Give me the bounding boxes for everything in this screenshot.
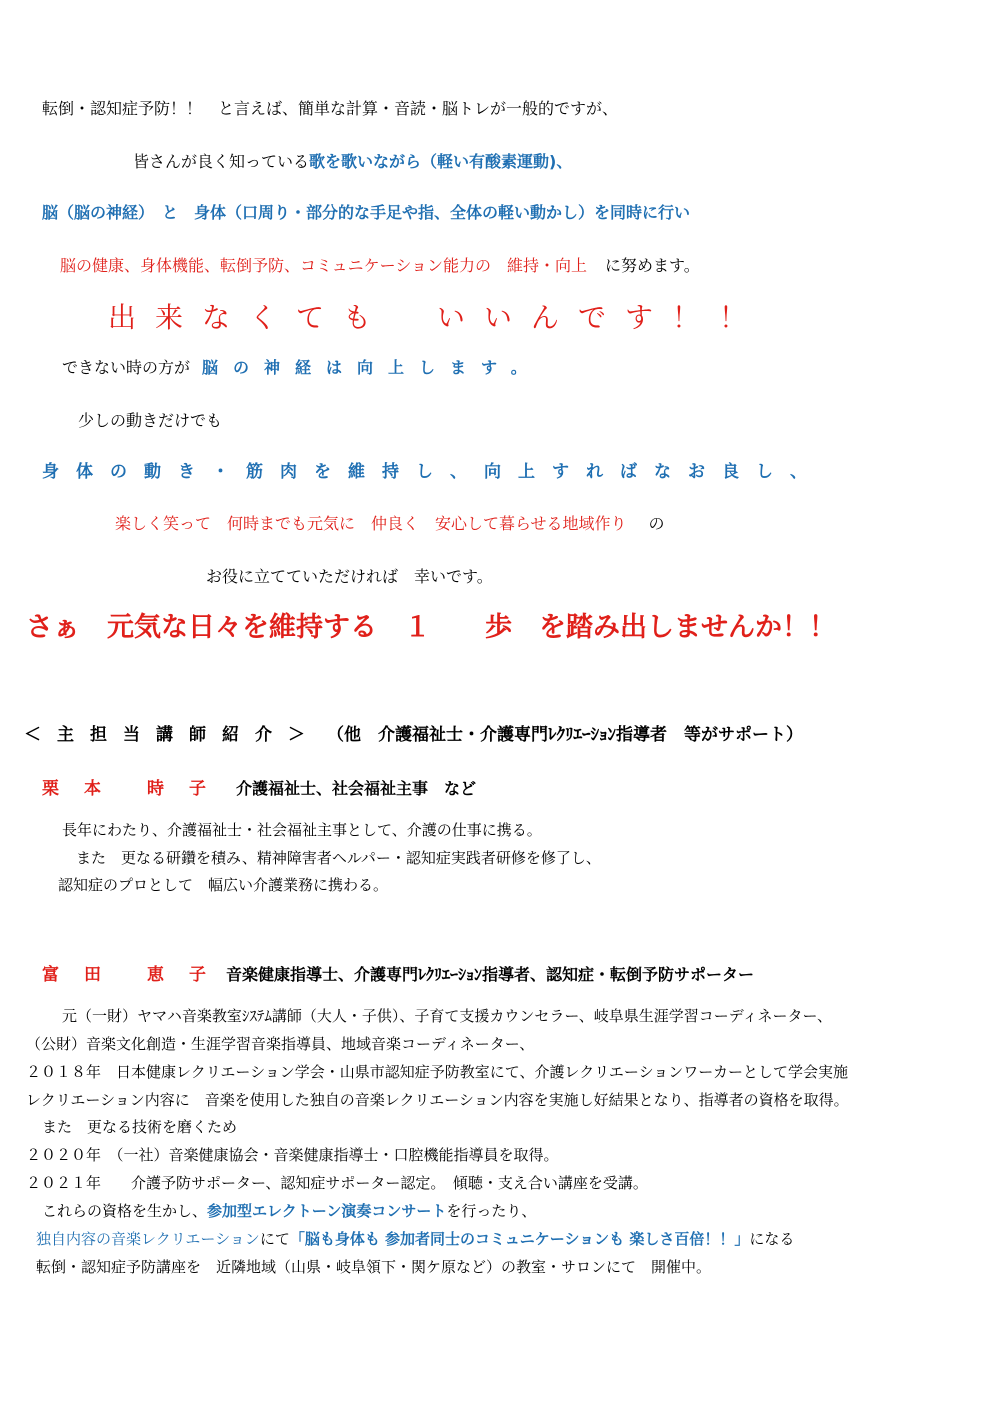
- tomita-bio-5: また 更なる技術を磨くため: [42, 1118, 238, 1136]
- tomita-bio-7: ２０２１年 介護予防サポーター、認知症サポーター認定。 傾聴・支え合い講座を受講。: [26, 1174, 648, 1192]
- intro-line-2-text: 皆さんが良く知っている: [133, 152, 310, 171]
- tomita-bio-10: 転倒・認知症予防講座を 近隣地域（山県・岐阜領下・関ケ原など）の教室・サロンにて 開催中。: [36, 1258, 712, 1276]
- instructors-header: [24, 725, 803, 745]
- intro-line-10: お役に立てていただければ 幸いです。: [206, 567, 493, 586]
- tomita-bio-9: [36, 1229, 794, 1249]
- intro-line-6: [62, 358, 542, 378]
- intro-line-3: 脳（脳の神経） と 身体（口周り・部分的な手足や指、全体の軽い動かし）を同時に行い: [42, 203, 691, 222]
- tomita-bio-4: レクリエーション内容に 音楽を使用した独自の音楽レクリエーション内容を実施し好結果となり、指導者の資格を取得。: [26, 1091, 849, 1109]
- intro-line-4-highlight: 脳の健康、身体機能、転倒予防、コミュニケーション能力の 維持・向上: [60, 256, 588, 275]
- intro-line-6-highlight: 脳の神経は向上します。: [202, 358, 542, 377]
- intro-line-1: 転倒・認知症予防！！ と言えば、簡単な計算・音読・脳トレが一般的ですが、: [42, 99, 619, 118]
- intro-line-8: 身体の動き・筋肉を維持し、向上すればなお良し、: [42, 462, 824, 482]
- tomita-bio-8-highlight: 参加型エレクトーン演奏コンサート: [207, 1202, 447, 1220]
- tomita-header: [42, 965, 754, 985]
- instructors-header-title: ＜主担当講師紹介＞: [24, 725, 321, 745]
- tomita-bio-8: [42, 1201, 536, 1221]
- intro-line-2: [133, 152, 572, 172]
- tomita-bio-6: ２０２０年 （一社）音楽健康協会・音楽健康指導士・口腔機能指導員を取得。: [26, 1146, 559, 1164]
- kurimoto-bio-1: 長年にわたり、介護福祉士・社会福祉主事として、介護の仕事に携る。: [62, 821, 542, 839]
- tomita-bio-2: （公財）音楽文化創造・生涯学習音楽指導員、地域音楽コーディネーター、: [26, 1035, 535, 1053]
- tomita-bio-9-b: にて: [259, 1230, 290, 1248]
- kurimoto-bio-2: また 更なる研鑽を積み、精神障害者ヘルパー・認知症実践者研修を修了し、: [76, 849, 601, 867]
- kurimoto-bio-3: 認知症のプロとして 幅広い介護業務に携わる。: [58, 876, 389, 894]
- intro-line-4: [60, 256, 700, 276]
- tomita-bio-1: 元（一財）ヤマハ音楽教室ｼｽﾃﾑ講師（大人・子供）、子育て支援カウンセラー、岐阜県生涯学習コーディネーター、: [62, 1007, 832, 1025]
- intro-line-11-call: さぁ 元気な日々を維持する １ 歩 を踏み出しませんか！！: [26, 612, 836, 643]
- intro-line-9-text: の: [648, 514, 665, 533]
- kurimoto-name: 栗 本 時 子: [42, 779, 210, 799]
- kurimoto-header: [42, 779, 476, 799]
- tomita-bio-9-quote: 「脳も身体も 参加者同士のコミュニケーションも 楽しさ百倍！！」: [289, 1230, 750, 1248]
- tomita-bio-8-a: これらの資格を生かし、: [42, 1202, 208, 1220]
- tomita-bio-3: ２０１８年 日本健康レクリエーション学会・山県市認知症予防教室にて、介護レクリエーションワーカーとして学会実施: [26, 1063, 849, 1081]
- intro-line-2-highlight: 歌を歌いながら（軽い有酸素運動)、: [309, 152, 573, 171]
- tomita-bio-8-c: を行ったり、: [446, 1202, 537, 1220]
- kurimoto-title: 介護福祉士、社会福祉主事 など: [236, 779, 477, 798]
- intro-line-6-text: できない時の方が: [62, 358, 191, 377]
- intro-line-7: 少しの動きだけでも: [78, 411, 223, 430]
- intro-line-9-highlight: 楽しく笑って 何時までも元気に 仲良く 安心して暮らせる地域作り: [115, 514, 627, 533]
- tomita-name: 富 田 恵 子: [42, 965, 210, 985]
- intro-line-5-slogan: 出来なくても いいんです！！: [108, 301, 767, 334]
- tomita-title: 音楽健康指導士、介護専門ﾚｸﾘｴｰｼｮﾝ指導者、認知症・転倒予防サポーター: [226, 965, 755, 984]
- intro-line-4-text: に努めます。: [605, 256, 700, 275]
- tomita-bio-9-d: になる: [749, 1230, 795, 1248]
- instructors-header-note: （他 介護福祉士・介護専門ﾚｸﾘｴｰｼｮﾝ指導者 等がサポート）: [327, 725, 803, 745]
- tomita-bio-9-highlight: 独自内容の音楽レクリエーション: [36, 1230, 260, 1248]
